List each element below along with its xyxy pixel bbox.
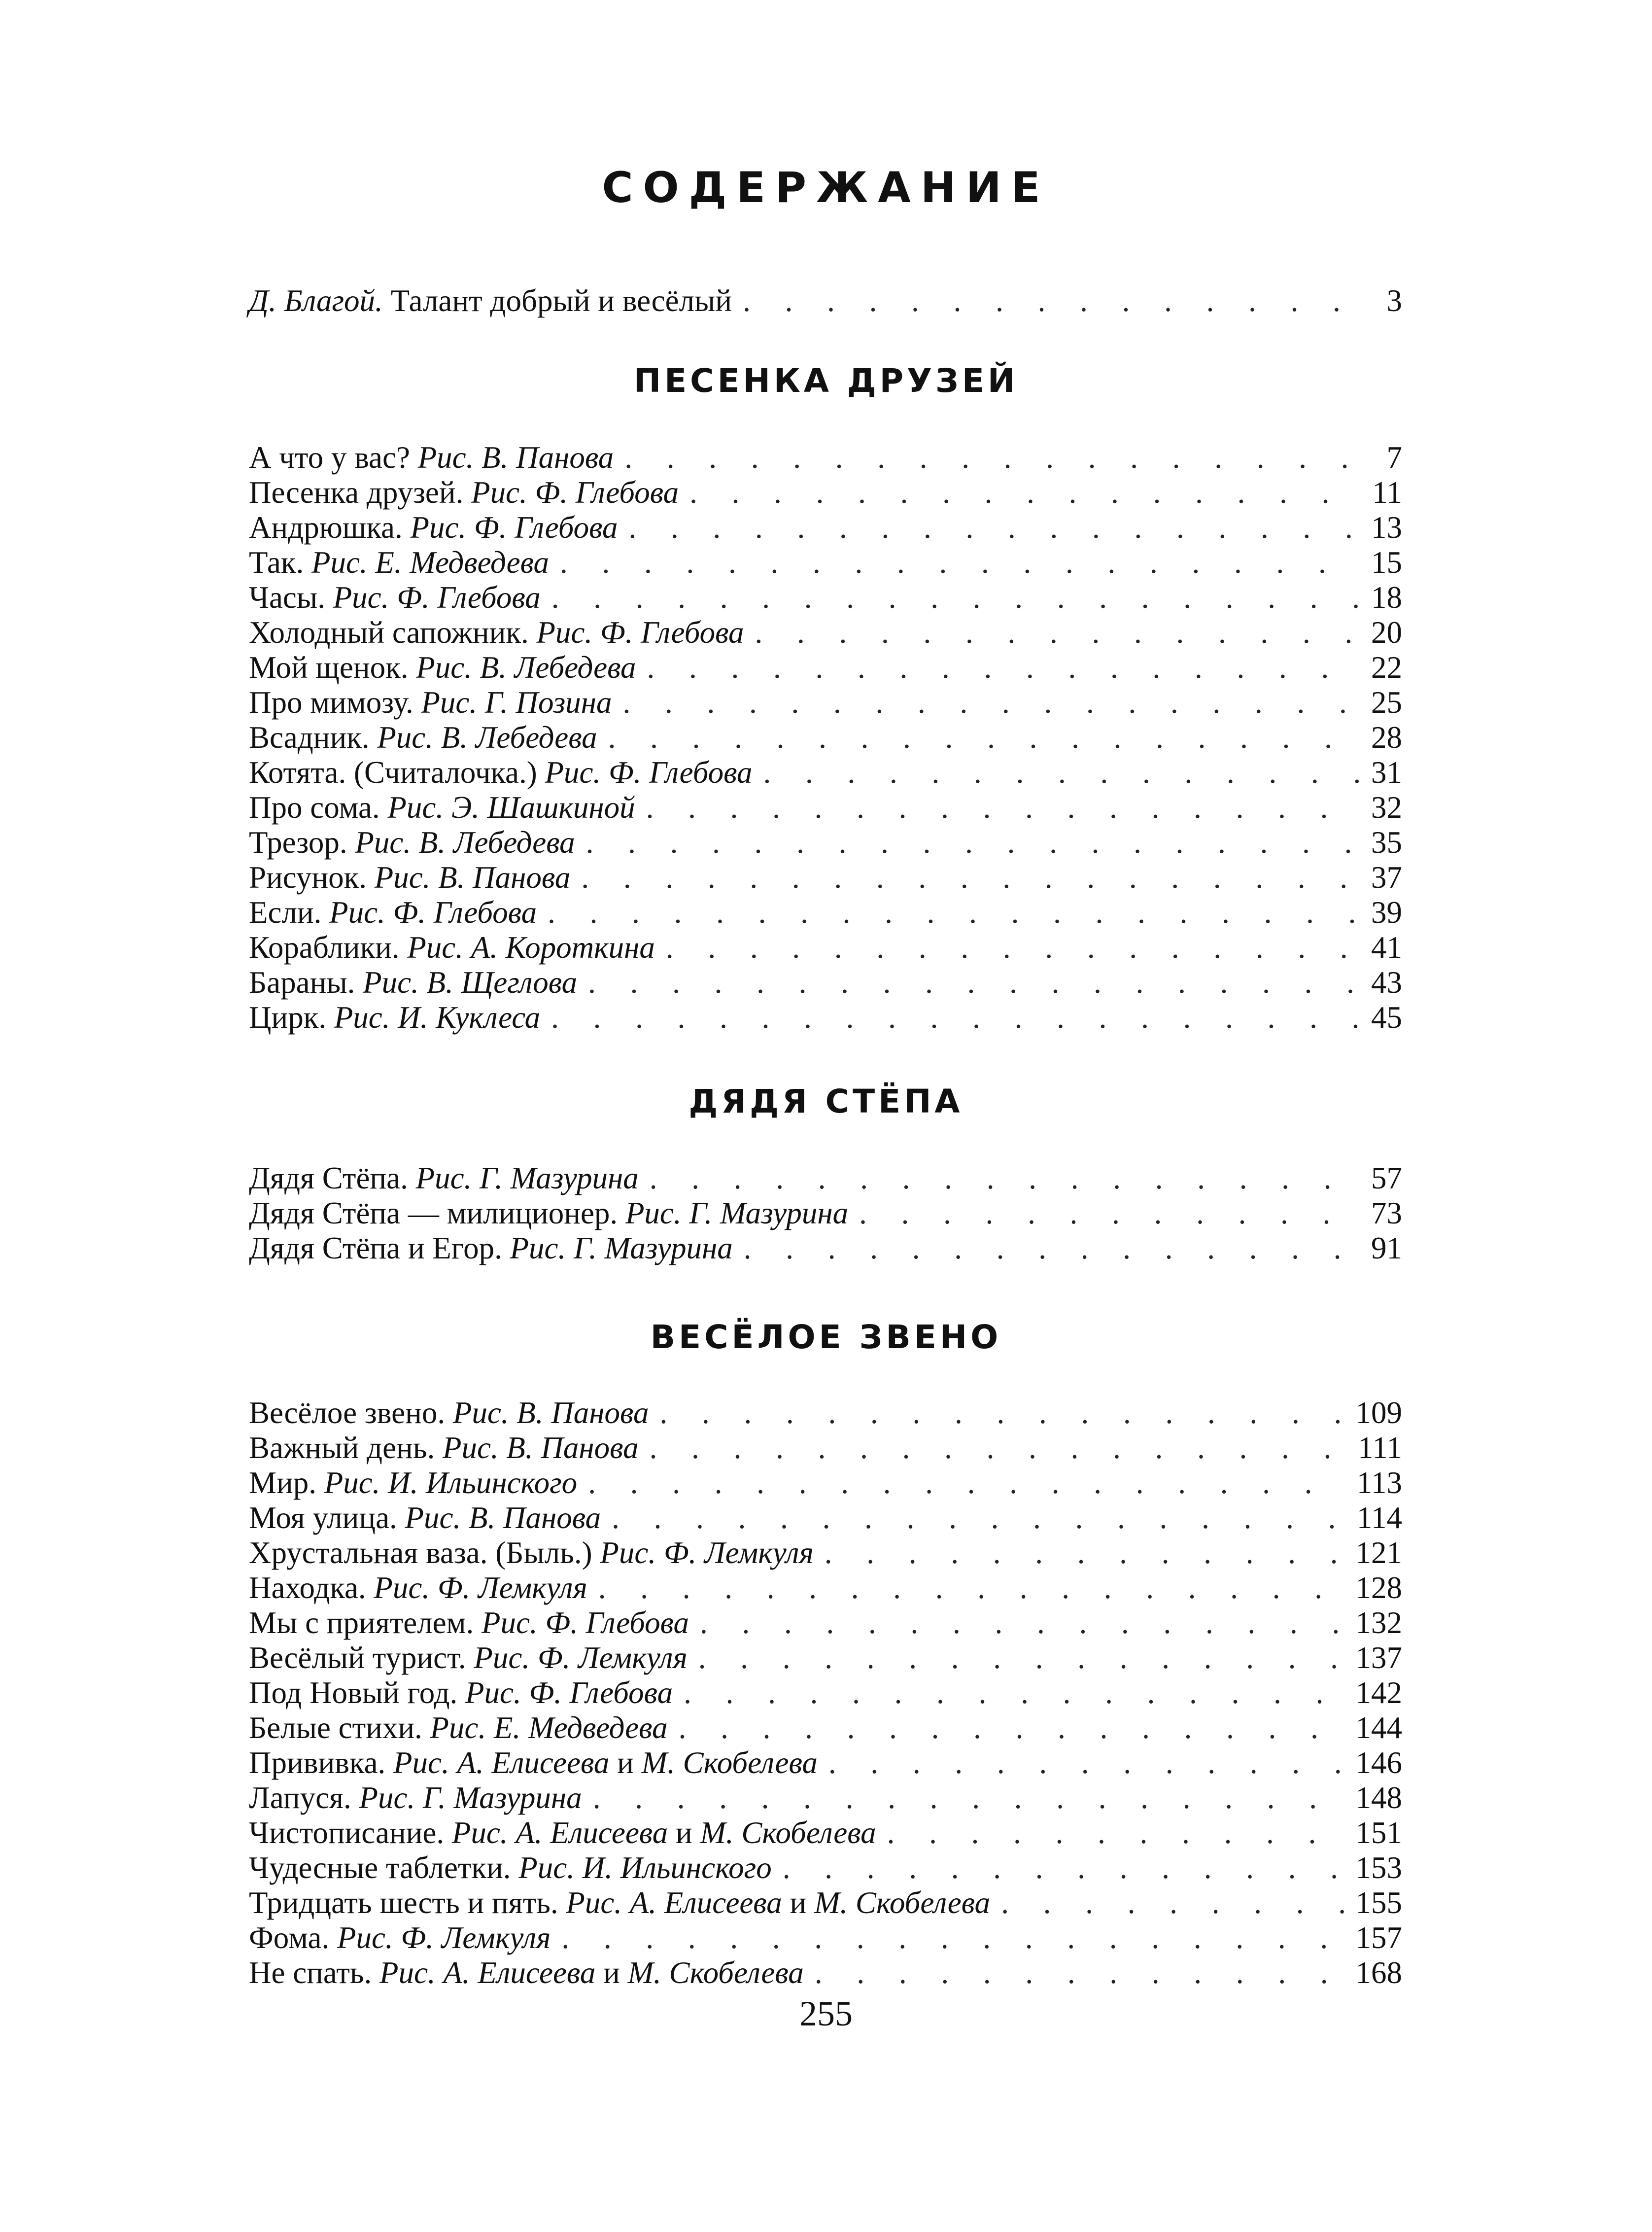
entry-page: 7 — [1386, 440, 1402, 475]
dot-leader — [647, 650, 1362, 685]
dot-leader — [650, 1430, 1349, 1465]
entry-illustrator: Рис. А. Короткина — [407, 930, 655, 965]
entry-illustrator: Рис. А. Елисеева — [566, 1885, 782, 1920]
toc-entry[interactable] — [249, 1955, 1402, 1990]
toc-entry[interactable] — [249, 1850, 1402, 1885]
toc-entry[interactable] — [249, 1920, 1402, 1955]
entry-illustrator: Рис. Ф. Лемкуля — [474, 1640, 688, 1675]
dot-leader — [598, 1570, 1347, 1605]
entry-illustrator: Рис. В. Лебедева — [416, 650, 636, 685]
section-entries — [249, 1395, 1402, 1990]
entry-title: Тридцать шесть и пять. — [249, 1885, 558, 1920]
entry-title: Мы с приятелем. — [249, 1605, 474, 1640]
entry-title: Рисунок. — [249, 860, 367, 895]
entry-page: 22 — [1371, 650, 1402, 685]
toc-entry[interactable] — [249, 580, 1402, 615]
entry-text — [249, 930, 655, 965]
entry-text — [249, 440, 614, 475]
dot-leader — [700, 1605, 1346, 1640]
entry-page: 121 — [1355, 1535, 1402, 1570]
toc-entry[interactable] — [249, 1640, 1402, 1675]
entry-illustrator: Рис. А. Елисеева — [393, 1745, 610, 1780]
entry-page: 168 — [1355, 1955, 1402, 1990]
entry-illustrator: Рис. Ф. Лемкуля — [600, 1535, 814, 1570]
page-number: 255 — [799, 1994, 853, 2033]
toc-entry[interactable] — [249, 510, 1402, 545]
entry-illustrator: Рис. И. Ильинского — [324, 1465, 578, 1500]
section-title: ДЯДЯ СТЁПА — [688, 1082, 964, 1120]
entry-text — [249, 650, 636, 685]
dot-leader — [755, 615, 1362, 650]
entry-illustrator: Рис. Ф. Глебова — [481, 1605, 689, 1640]
entry-text — [249, 1815, 876, 1850]
dot-leader — [1001, 1885, 1346, 1920]
entry-text — [249, 545, 549, 580]
entry-page: 151 — [1355, 1815, 1402, 1850]
entry-illustrator: Рис. Э. Шашкиной — [387, 790, 635, 825]
intro-entry — [249, 283, 1402, 318]
toc-entry[interactable] — [249, 1500, 1402, 1535]
entry-text — [249, 720, 597, 755]
toc-entry[interactable] — [249, 1675, 1402, 1710]
entry-page: 73 — [1371, 1196, 1402, 1230]
entry-text — [249, 1850, 772, 1885]
entry-title: Дядя Стёпа и Егор. — [249, 1231, 502, 1265]
entry-title: Кораблики. — [249, 930, 400, 965]
entry-title: Если. — [249, 895, 322, 930]
entry-page: 45 — [1371, 1000, 1402, 1035]
entry-title: Не спать. — [249, 1955, 372, 1990]
entry-title: Часы. — [249, 580, 325, 615]
entry-text — [249, 510, 618, 545]
entry-illustrator: Рис. В. Панова — [442, 1430, 639, 1465]
dot-leader — [608, 720, 1362, 755]
toc-entry[interactable] — [249, 1465, 1402, 1500]
dot-leader — [629, 510, 1362, 545]
toc-entry[interactable] — [249, 1161, 1402, 1196]
toc-entry[interactable] — [249, 965, 1402, 1000]
toc-entry[interactable] — [249, 860, 1402, 895]
entry-illustrator: Рис. Ф. Глебова — [465, 1675, 673, 1710]
entry-text — [249, 790, 635, 825]
dot-leader — [828, 1745, 1347, 1780]
entry-title: Фома. — [249, 1920, 330, 1955]
entry-page: 18 — [1371, 580, 1402, 615]
toc-entry[interactable] — [249, 615, 1402, 650]
toc-entry[interactable] — [249, 720, 1402, 755]
dot-leader — [561, 1920, 1346, 1955]
entry-text — [249, 825, 575, 860]
entry-text — [249, 1500, 601, 1535]
entry-illustrator-2: М. Скобелева — [641, 1745, 818, 1780]
toc-entry[interactable] — [249, 1605, 1402, 1640]
entry-title: Про мимозу. — [249, 685, 413, 720]
entry-page: 25 — [1371, 685, 1402, 720]
entry-text — [249, 685, 612, 720]
entry-page: 146 — [1355, 1745, 1402, 1780]
dot-leader — [612, 1500, 1348, 1535]
dot-leader — [623, 685, 1363, 720]
entry-page: 157 — [1355, 1920, 1402, 1955]
toc-entry[interactable] — [249, 1745, 1402, 1780]
toc-entry[interactable] — [249, 440, 1402, 475]
entry-text — [249, 1430, 639, 1465]
entry-page: 20 — [1371, 615, 1402, 650]
entry-text — [249, 1395, 649, 1430]
toc-entry[interactable] — [249, 1885, 1402, 1920]
entry-text — [249, 1570, 587, 1605]
toc-entry[interactable] — [249, 1430, 1402, 1465]
toc-entry[interactable] — [249, 790, 1402, 825]
toc-entry[interactable] — [249, 545, 1402, 580]
entry-illustrator-2: М. Скобелева — [627, 1955, 804, 1990]
entry-title: Под Новый год. — [249, 1675, 458, 1710]
dot-leader — [581, 860, 1362, 895]
entry-page: 13 — [1371, 510, 1402, 545]
entry-page: 142 — [1355, 1675, 1402, 1710]
entry-text — [249, 755, 753, 790]
section-entries — [249, 1161, 1402, 1266]
entry-title: Так. — [249, 545, 304, 580]
entry-page: 35 — [1371, 825, 1402, 860]
entry-page: 153 — [1355, 1850, 1402, 1885]
entry-text — [249, 1885, 990, 1920]
entry-page: 132 — [1355, 1605, 1402, 1640]
entry-page: 32 — [1371, 790, 1402, 825]
entry-illustrator: Рис. Ф. Глебова — [329, 895, 537, 930]
dot-leader — [825, 1535, 1347, 1570]
entry-illustrator: Рис. И. Ильинского — [518, 1850, 772, 1885]
toc-entry[interactable] — [249, 685, 1402, 720]
entry-text — [249, 1465, 577, 1500]
entry-text — [249, 1675, 673, 1710]
entry-text — [249, 475, 679, 510]
dot-leader — [744, 1231, 1362, 1266]
entry-title: Котята. (Считалочка.) — [249, 755, 537, 790]
entry-title: Цирк. — [249, 1000, 327, 1035]
entry-conjunction: и — [603, 1955, 620, 1990]
toc-entry[interactable] — [249, 1570, 1402, 1605]
entry-text — [249, 1640, 688, 1675]
dot-leader — [689, 475, 1363, 510]
dot-leader — [588, 965, 1362, 1000]
entry-page: 91 — [1371, 1231, 1402, 1265]
entry-title: Белые стихи. — [249, 1710, 422, 1745]
dot-leader — [560, 545, 1362, 580]
entry-text — [249, 1955, 804, 1990]
entry-page: 57 — [1371, 1161, 1402, 1195]
entry-title: Бараны. — [249, 965, 355, 1000]
entry-illustrator: Рис. В. Панова — [405, 1500, 601, 1535]
entry-illustrator: Рис. А. Елисеева — [379, 1955, 596, 1990]
entry-title: Андрюшка. — [249, 510, 403, 545]
entry-text — [249, 1710, 668, 1745]
entry-illustrator: Рис. Е. Медведева — [430, 1710, 668, 1745]
entry-title: Весёлый турист. — [249, 1640, 466, 1675]
entry-title: Хрустальная ваза. (Быль.) — [249, 1535, 592, 1570]
dot-leader — [650, 1161, 1362, 1196]
entry-text — [249, 1161, 639, 1196]
dot-leader — [548, 895, 1362, 930]
entry-page: 28 — [1371, 720, 1402, 755]
dot-leader — [887, 1815, 1347, 1850]
entry-text — [249, 1920, 551, 1955]
entry-text — [249, 1745, 818, 1780]
dot-leader — [684, 1675, 1346, 1710]
dot-leader — [783, 1850, 1347, 1885]
entry-title: Дядя Стёпа — милиционер. — [249, 1196, 618, 1230]
entry-title: Лапуся. — [249, 1780, 351, 1815]
dot-leader — [698, 1640, 1347, 1675]
entry-illustrator: Рис. Ф. Глебова — [410, 510, 618, 545]
entry-illustrator: Рис. А. Елисеева — [451, 1815, 668, 1850]
dot-leader — [763, 755, 1362, 790]
entry-title: Талант добрый и весёлый — [390, 283, 732, 318]
entry-illustrator-2: М. Скобелева — [814, 1885, 991, 1920]
entry-page: 37 — [1371, 860, 1402, 895]
entry-title: Весёлое звено. — [249, 1395, 446, 1430]
entry-title: Важный день. — [249, 1430, 435, 1465]
dot-leader — [551, 580, 1362, 615]
entry-illustrator: Рис. Г. Мазурина — [625, 1196, 849, 1230]
entry-title: Дядя Стёпа. — [249, 1161, 408, 1195]
entry-conjunction: и — [617, 1745, 634, 1780]
entry-illustrator: Рис. Ф. Лемкуля — [337, 1920, 551, 1955]
dot-leader — [586, 825, 1362, 860]
entry-page: 39 — [1371, 895, 1402, 930]
entry-title: Чудесные таблетки. — [249, 1850, 511, 1885]
entry-text — [249, 1535, 814, 1570]
entry-text — [249, 1231, 733, 1266]
entry-text — [249, 1780, 582, 1815]
entry-title: Всадник. — [249, 720, 370, 755]
entry-illustrator: Рис. В. Панова — [374, 860, 571, 895]
entry-title: Находка. — [249, 1570, 366, 1605]
entry-text — [249, 580, 541, 615]
toc-entry[interactable] — [249, 1710, 1402, 1745]
toc-entry[interactable] — [249, 1395, 1402, 1430]
entry-illustrator: Рис. Е. Медведева — [311, 545, 550, 580]
entry-illustrator: Рис. В. Панова — [417, 440, 614, 475]
dot-leader — [646, 790, 1362, 825]
dot-leader — [624, 440, 1364, 475]
dot-leader — [666, 930, 1362, 965]
entry-title: Моя улица. — [249, 1500, 397, 1535]
entry-illustrator: Рис. Г. Мазурина — [510, 1231, 733, 1265]
toc-entry[interactable] — [249, 1000, 1402, 1035]
entry-page: 137 — [1355, 1640, 1402, 1675]
toc-entry[interactable] — [249, 1231, 1402, 1266]
entry-illustrator: Рис. Ф. Глебова — [333, 580, 541, 615]
dot-leader — [815, 1955, 1347, 1990]
entry-illustrator: Рис. В. Панова — [452, 1395, 649, 1430]
dot-leader — [593, 1780, 1347, 1815]
toc-entry[interactable] — [249, 1780, 1402, 1815]
entry-illustrator: Рис. В. Щеглова — [363, 965, 578, 1000]
entry-page: 128 — [1355, 1570, 1402, 1605]
dot-leader — [859, 1196, 1362, 1231]
toc-entry[interactable] — [249, 755, 1402, 790]
toc-entry[interactable] — [249, 1815, 1402, 1850]
entry-illustrator: Рис. Г. Позина — [421, 685, 612, 720]
entry-page: 114 — [1356, 1500, 1402, 1535]
dot-leader — [659, 1395, 1346, 1430]
section-entries — [249, 440, 1402, 1035]
toc-entry[interactable] — [249, 283, 1402, 318]
entry-text — [249, 1196, 848, 1231]
entry-title: Про сома. — [249, 790, 380, 825]
toc-entry[interactable] — [249, 1535, 1402, 1570]
entry-text — [249, 895, 537, 930]
entry-illustrator: Рис. Г. Мазурина — [415, 1161, 639, 1195]
entry-page: 15 — [1371, 545, 1402, 580]
entry-page: 41 — [1371, 930, 1402, 965]
toc-entry[interactable] — [249, 475, 1402, 510]
entry-page: 155 — [1355, 1885, 1402, 1920]
entry-conjunction: и — [790, 1885, 807, 1920]
entry-text — [249, 860, 570, 895]
page-title: СОДЕРЖАНИЕ — [602, 163, 1050, 212]
toc-entry[interactable] — [249, 650, 1402, 685]
dot-leader — [588, 1465, 1348, 1500]
entry-page: 3 — [1386, 283, 1402, 318]
entry-title: Мой щенок. — [249, 650, 409, 685]
entry-text — [249, 615, 744, 650]
entry-illustrator: Рис. Г. Мазурина — [359, 1780, 582, 1815]
entry-title: Мир. — [249, 1465, 316, 1500]
entry-illustrator: Рис. Ф. Лемкуля — [374, 1570, 587, 1605]
entry-page: 11 — [1372, 475, 1402, 510]
entry-page: 148 — [1355, 1780, 1402, 1815]
entry-author: Д. Благой. — [249, 283, 383, 318]
entry-text — [249, 1000, 540, 1035]
dot-leader — [551, 1000, 1362, 1035]
entry-illustrator: Рис. Ф. Глебова — [545, 755, 753, 790]
toc-entry[interactable] — [249, 1196, 1402, 1231]
entry-page: 113 — [1356, 1465, 1402, 1500]
entry-page: 109 — [1355, 1395, 1402, 1430]
entry-page: 43 — [1371, 965, 1402, 1000]
entry-title: Трезор. — [249, 825, 347, 860]
entry-title: Песенка друзей. — [249, 475, 464, 510]
entry-illustrator: Рис. В. Лебедева — [377, 720, 597, 755]
entry-illustrator: Рис. Ф. Глебова — [471, 475, 679, 510]
dot-leader — [743, 283, 1364, 318]
entry-illustrator: Рис. Ф. Глебова — [536, 615, 744, 650]
entry-page: 31 — [1371, 755, 1402, 790]
dot-leader — [679, 1710, 1347, 1745]
entry-title: Прививка. — [249, 1745, 386, 1780]
entry-illustrator: Рис. В. Лебедева — [355, 825, 575, 860]
toc-entry[interactable] — [249, 930, 1402, 965]
section-title: ВЕСЁЛОЕ ЗВЕНО — [650, 1318, 1002, 1356]
entry-page: 144 — [1355, 1710, 1402, 1745]
entry-illustrator: Рис. И. Куклеса — [334, 1000, 541, 1035]
section-title: ПЕСЕНКА ДРУЗЕЙ — [633, 362, 1019, 400]
entry-text — [249, 1605, 689, 1640]
entry-title: Холодный сапожник. — [249, 615, 529, 650]
entry-illustrator-2: М. Скобелева — [700, 1815, 876, 1850]
entry-page: 111 — [1358, 1430, 1402, 1465]
toc-entry[interactable] — [249, 895, 1402, 930]
entry-text — [249, 965, 577, 1000]
entry-conjunction: и — [675, 1815, 692, 1850]
entry-title: А что у вас? — [249, 440, 410, 475]
toc-entry[interactable] — [249, 825, 1402, 860]
entry-title: Чистописание. — [249, 1815, 445, 1850]
